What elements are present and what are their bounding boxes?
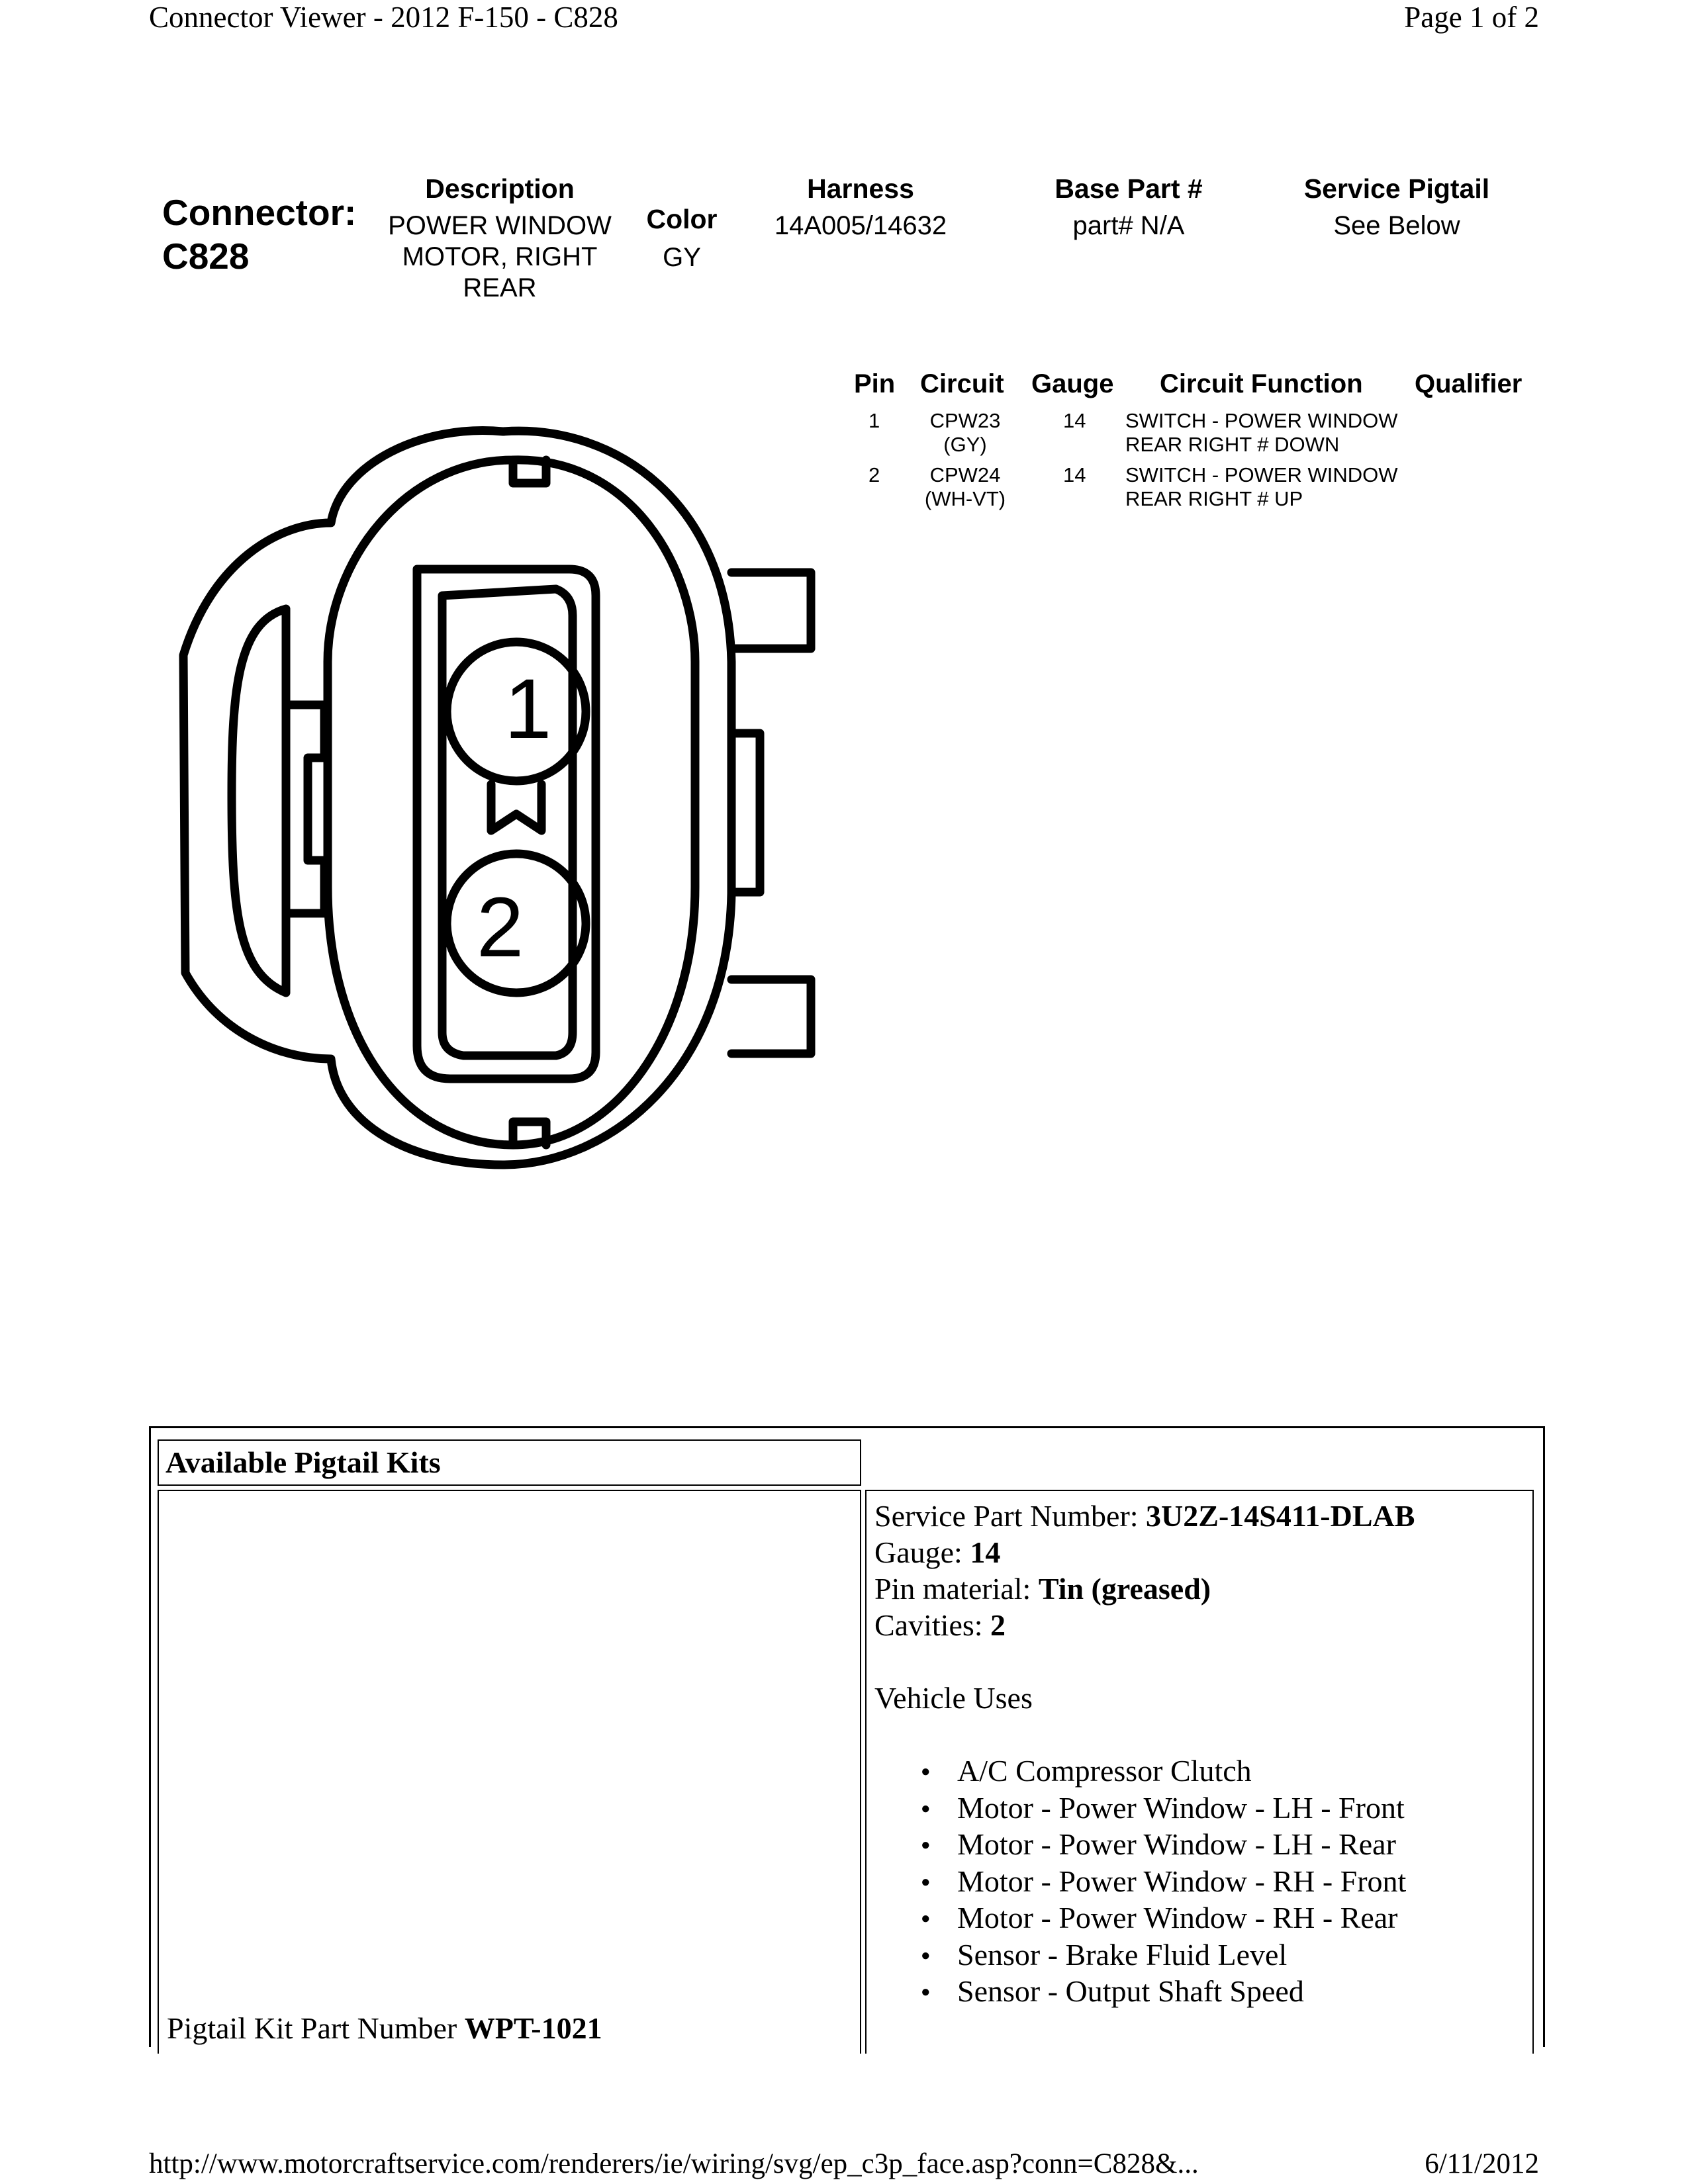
- service-pigtail-value: See Below: [1333, 211, 1460, 240]
- footer-url[interactable]: http://www.motorcraftservice.com/renderers/ie/wiring/svg/ep_c3p_face.asp?conn=C828&...: [149, 2148, 1199, 2179]
- left-latch: [232, 609, 286, 993]
- pigtail-title: Available Pigtail Kits: [165, 1445, 441, 1479]
- pigtail-kit-cell: [158, 1490, 861, 2054]
- harness-header: Harness: [807, 173, 914, 204]
- pin-number: 2: [868, 463, 880, 486]
- circuit-function-line: SWITCH - POWER WINDOW: [1125, 463, 1398, 486]
- pin-1-label: 1: [504, 662, 552, 756]
- cavities-value: 2: [990, 1608, 1006, 1642]
- color-header: Color: [646, 204, 718, 234]
- list-item: ● Sensor - Output Shaft Speed: [874, 1973, 1415, 2010]
- list-item: ● Sensor - Brake Fluid Level: [874, 1936, 1415, 1974]
- left-latch-tab: [286, 705, 324, 913]
- page-header-title: Connector Viewer - 2012 F-150 - C828: [149, 1, 618, 34]
- connector-face-diagram: [159, 410, 821, 1205]
- list-item: ● Motor - Power Window - LH - Rear: [874, 1826, 1415, 1863]
- description-header: Description: [425, 173, 575, 204]
- vehicle-uses-list: [874, 1752, 1415, 2010]
- circuit-cell: [919, 463, 1011, 511]
- gauge-cell: 14: [1063, 409, 1086, 432]
- circuit-function-cell: [1125, 463, 1398, 511]
- pin-material: Pin material: Tin (greased): [874, 1572, 1211, 1606]
- vehicle-uses-heading: Vehicle Uses: [874, 1681, 1033, 1715]
- list-item: ● Motor - Power Window - RH - Rear: [874, 1899, 1415, 1936]
- pin-divider: [491, 784, 541, 831]
- pigtail-title-cell: [158, 1439, 861, 1486]
- gauge-header: Gauge: [1031, 369, 1114, 398]
- circuit-color: (GY): [943, 433, 987, 456]
- circuit-function-header: Circuit Function: [1160, 369, 1363, 398]
- circuit-cell: [919, 409, 1011, 457]
- circuit-function-line: SWITCH - POWER WINDOW: [1125, 409, 1398, 432]
- circuit-header: Circuit: [920, 369, 1004, 398]
- list-item: ● Motor - Power Window - LH - Front: [874, 1790, 1415, 1827]
- circuit-function-line: REAR RIGHT # DOWN: [1125, 433, 1340, 456]
- color-value: GY: [663, 243, 701, 272]
- base-part-header: Base Part #: [1055, 173, 1203, 204]
- cavities: Cavities: 2: [874, 1608, 1006, 1642]
- footer-date: 6/11/2012: [1425, 2148, 1539, 2179]
- base-part-value: part# N/A: [1072, 211, 1185, 240]
- description-line: REAR: [463, 273, 537, 302]
- circuit-color: (WH-VT): [924, 487, 1006, 510]
- pigtail-details-cell: [865, 1490, 1534, 2054]
- list-item: ● A/C Compressor Clutch: [874, 1752, 1415, 1790]
- connector-inner-shell: [328, 460, 695, 1145]
- harness-value: 14A005/14632: [774, 211, 947, 240]
- pigtail-gauge-value: 14: [970, 1535, 1001, 1569]
- right-latch-lower: [731, 979, 811, 1054]
- circuit-id: CPW24: [929, 463, 1001, 486]
- pigtail-details: [874, 1498, 1415, 2010]
- pigtail-kits-panel: [149, 1426, 1545, 2047]
- right-latch-upper: [731, 572, 811, 649]
- pigtail-kit-part-value: WPT-1021: [464, 2011, 602, 2045]
- pigtail-kit-part-label: Pigtail Kit Part Number: [167, 2011, 465, 2045]
- connector-id: C828: [162, 236, 250, 277]
- description-line: MOTOR, RIGHT: [402, 242, 598, 271]
- qualifier-header: Qualifier: [1415, 369, 1523, 398]
- list-item: ● Motor - Power Window - RH - Front: [874, 1863, 1415, 1900]
- pigtail-kit-part-number: [167, 2011, 602, 2046]
- circuit-id: CPW23: [929, 409, 1001, 432]
- description-line: POWER WINDOW: [388, 211, 612, 240]
- pin-number: 1: [868, 409, 880, 432]
- service-part-number: Service Part Number: 3U2Z-14S411-DLAB: [874, 1499, 1415, 1533]
- pin-2-label: 2: [477, 880, 524, 975]
- connector-label: [162, 191, 356, 278]
- connector-label-prefix: Connector:: [162, 192, 357, 233]
- page-number: Page 1 of 2: [1404, 1, 1539, 34]
- description-value: [367, 210, 632, 304]
- circuit-function-cell: [1125, 409, 1398, 457]
- circuit-function-line: REAR RIGHT # UP: [1125, 487, 1303, 510]
- pigtail-gauge: Gauge: 14: [874, 1535, 1001, 1569]
- service-part-value: 3U2Z-14S411-DLAB: [1146, 1499, 1415, 1533]
- pin-header: Pin: [854, 369, 896, 398]
- gauge-cell: 14: [1063, 463, 1086, 486]
- service-pigtail-header: Service Pigtail: [1303, 173, 1490, 204]
- pin-material-value: Tin (greased): [1038, 1572, 1211, 1606]
